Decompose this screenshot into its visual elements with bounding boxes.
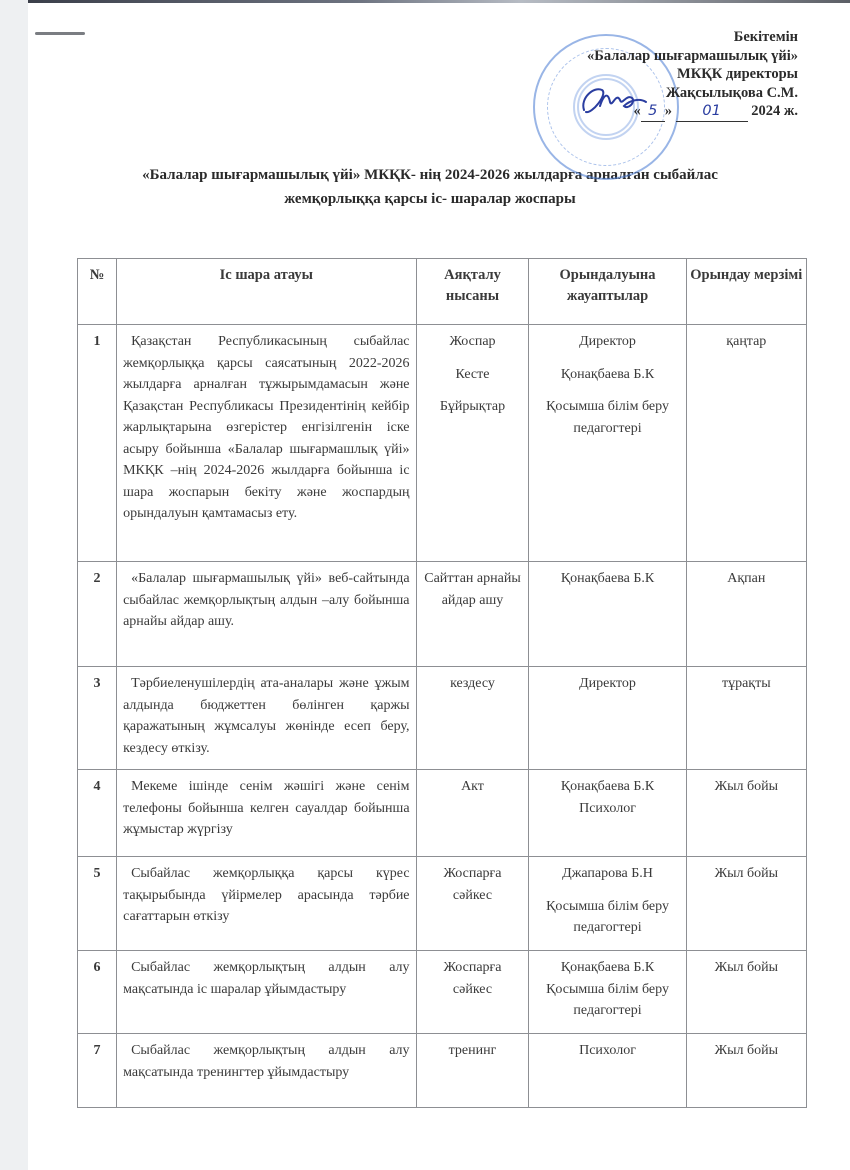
responsible-item: Джапарова Б.Н bbox=[562, 866, 653, 881]
row-completion-form: тренинг bbox=[416, 1034, 529, 1108]
row-responsible: Қонақбаева Б.К bbox=[529, 562, 686, 667]
table-header-row bbox=[78, 259, 807, 325]
row-responsible: Директор bbox=[529, 667, 686, 770]
table-row bbox=[78, 325, 807, 562]
responsible-item: Қонақбаева Б.К bbox=[560, 366, 655, 382]
row-number: 5 bbox=[78, 857, 117, 951]
row-number: 1 bbox=[78, 325, 117, 562]
header-deadline: Орындау мерзімі bbox=[686, 259, 806, 325]
row-responsible bbox=[529, 857, 686, 951]
responsible-item: Қосымша білім беру педагогтері bbox=[546, 399, 669, 436]
responsible-item: Қосымша білім беру педагогтері bbox=[546, 981, 669, 1018]
scan-edge bbox=[28, 0, 850, 3]
row-number: 4 bbox=[78, 770, 117, 857]
form-item: Жоспар bbox=[449, 334, 496, 349]
row-deadline: қаңтар bbox=[686, 325, 806, 562]
event-text: Тәрбиеленушілердің ата-аналары және ұжым алдында бюджеттен бөлінген қаржы қаражатының жұмсалуы жөнінде есеп беру, кездесу өткізу. bbox=[123, 676, 410, 756]
row-event-name bbox=[117, 857, 416, 951]
approval-heading: Бекітемін bbox=[733, 29, 798, 45]
row-completion-form: Жоспарға сәйкес bbox=[416, 857, 529, 951]
date-year: 2024 ж. bbox=[751, 103, 798, 119]
approval-organization: «Балалар шығармашылық үйі» bbox=[587, 47, 798, 64]
approval-position: МКҚК директоры bbox=[677, 66, 798, 82]
document-title bbox=[60, 163, 800, 211]
row-completion-form: Акт bbox=[416, 770, 529, 857]
row-event-name bbox=[117, 770, 416, 857]
event-text: Сыбайлас жемқорлыққа қарсы күрес тақырыбында үйірмелер арасында тәрбие сағаттарын өткізу bbox=[123, 866, 410, 924]
responsible-item: Қонақбаева Б.К bbox=[560, 779, 655, 794]
event-text: Қазақстан Республикасының сыбайлас жемқорлыққа қарсы саясатының 2022-2026 жылдарға арналған тұжырымдамасын және Қазақстан Республикасы Президентінің кейбір жарлықтарына өзгерістер енгізілгенін іске асыру бойынша «Балалар шығармашлық үйі» МКҚК –нің 2024-2026 жылдарға бойынша іс шара жоспарын бекіту және жоспардың орындалуын қамтамасыз ету. bbox=[123, 334, 410, 521]
row-number: 3 bbox=[78, 667, 117, 770]
row-deadline: Жыл бойы bbox=[686, 951, 806, 1034]
title-line-2: жемқорлыққа қарсы іс- шаралар жоспары bbox=[284, 191, 576, 207]
event-text: Мекеме ішінде сенім жәшігі және сенім телефоны бойынша келген сауалдар бойынша жұмыстар жүргізу bbox=[123, 779, 410, 837]
form-item: Бұйрықтар bbox=[439, 399, 506, 414]
responsible-item: Қонақбаева Б.К bbox=[560, 960, 655, 975]
table-row bbox=[78, 951, 807, 1034]
event-text: Сыбайлас жемқорлықтың алдын алу мақсатында тренингтер ұйымдастыру bbox=[123, 1043, 410, 1080]
header-completion-form: Аяқталу нысаны bbox=[416, 259, 529, 325]
event-text: Сыбайлас жемқорлықтың алдын алу мақсатында іс шаралар ұйымдастыру bbox=[123, 960, 410, 997]
responsible-item: Директор bbox=[579, 334, 636, 349]
row-number: 7 bbox=[78, 1034, 117, 1108]
table-row bbox=[78, 667, 807, 770]
row-responsible bbox=[529, 951, 686, 1034]
row-responsible bbox=[529, 770, 686, 857]
signature-icon bbox=[578, 80, 650, 120]
scan-margin bbox=[0, 0, 28, 1170]
table-row bbox=[78, 857, 807, 951]
responsible-item: Қосымша білім беру педагогтері bbox=[546, 898, 669, 935]
header-responsible: Орындалуына жауаптылар bbox=[529, 259, 686, 325]
row-deadline: Ақпан bbox=[686, 562, 806, 667]
row-number: 6 bbox=[78, 951, 117, 1034]
row-responsible bbox=[529, 325, 686, 562]
table-row bbox=[78, 770, 807, 857]
form-item: Кесте bbox=[455, 366, 490, 382]
row-deadline: Жыл бойы bbox=[686, 1034, 806, 1108]
date-day: 5 bbox=[641, 102, 665, 122]
row-completion-form bbox=[416, 325, 529, 562]
title-line-1: «Балалар шығармашылық үйі» МКҚК- нің 2024-2026 жылдарға арналған сыбайлас bbox=[142, 167, 718, 183]
event-text: «Балалар шығармашылық үйі» веб-сайтында сыбайлас жемқорлықтың алдын –алу бойынша арнайы айдар ашу. bbox=[123, 571, 410, 629]
responsible-item: Психолог bbox=[579, 800, 636, 816]
row-deadline: Жыл бойы bbox=[686, 857, 806, 951]
row-event-name bbox=[117, 562, 416, 667]
date-month: 01 bbox=[676, 102, 748, 122]
row-responsible: Психолог bbox=[529, 1034, 686, 1108]
row-deadline: Жыл бойы bbox=[686, 770, 806, 857]
row-event-name bbox=[117, 667, 416, 770]
date-quote-open: « bbox=[633, 103, 641, 119]
row-completion-form: кездесу bbox=[416, 667, 529, 770]
date-quote-close: » bbox=[664, 103, 672, 119]
header-number: № bbox=[78, 259, 117, 325]
row-event-name bbox=[117, 951, 416, 1034]
row-event-name bbox=[117, 1034, 416, 1108]
header-event-name: Іс шара атауы bbox=[117, 259, 416, 325]
row-event-name bbox=[117, 325, 416, 562]
row-deadline: тұрақты bbox=[686, 667, 806, 770]
plan-table bbox=[77, 258, 807, 1108]
corner-mark bbox=[35, 32, 85, 35]
row-completion-form: Сайттан арнайы айдар ашу bbox=[416, 562, 529, 667]
row-completion-form: Жоспарға сәйкес bbox=[416, 951, 529, 1034]
row-number: 2 bbox=[78, 562, 117, 667]
table-row bbox=[78, 1034, 807, 1108]
approval-director-name: Жақсылықова С.М. bbox=[665, 84, 798, 101]
table-row bbox=[78, 562, 807, 667]
